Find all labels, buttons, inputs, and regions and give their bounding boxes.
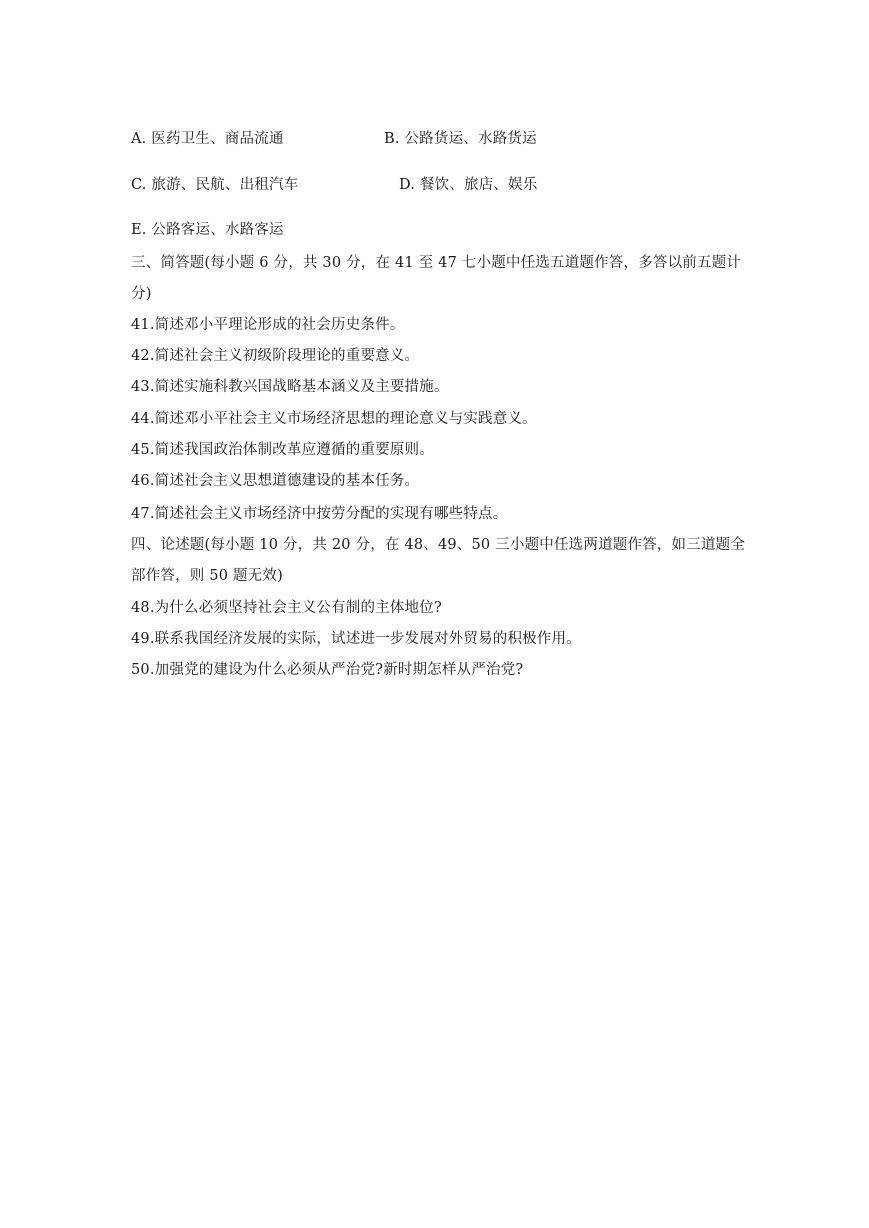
option-b: B. 公路货运、水路货运 [384,131,537,147]
option-a: A. 医药卫生、商品流通 [131,131,284,147]
question-43: 43.简述实施科教兴国战略基本涵义及主要措施。 [131,379,449,395]
option-e: E. 公路客运、水路客运 [131,222,284,238]
section3-heading-cont: 分) [131,286,152,302]
question-49: 49.联系我国经济发展的实际，试述进一步发展对外贸易的积极作用。 [131,631,581,647]
question-48: 48.为什么必须坚持社会主义公有制的主体地位? [131,600,442,616]
question-47: 47.简述社会主义市场经济中按劳分配的实现有哪些特点。 [131,506,508,522]
question-44: 44.简述邓小平社会主义市场经济思想的理论意义与实践意义。 [131,411,537,427]
section4-heading: 四、论述题(每小题 10 分，共 20 分，在 48、49、50 三小题中任选两道题作答，如三道题全 [131,537,746,553]
question-45: 45.简述我国政治体制改革应遵循的重要原则。 [131,442,434,458]
section3-heading: 三、简答题(每小题 6 分，共 30 分，在 41 至 47 七小题中任选五道题作答，多答以前五题计 [131,255,742,271]
option-d: D. 餐饮、旅店、娱乐 [399,177,538,193]
question-46: 46.简述社会主义思想道德建设的基本任务。 [131,473,420,489]
question-50: 50.加强党的建设为什么必须从严治党?新时期怎样从严治党? [131,662,524,678]
question-42: 42.简述社会主义初级阶段理论的重要意义。 [131,348,420,364]
option-c: C. 旅游、民航、出租汽车 [131,177,299,193]
question-41: 41.简述邓小平理论形成的社会历史条件。 [131,317,405,333]
section4-heading-cont: 部作答，则 50 题无效) [131,568,283,584]
